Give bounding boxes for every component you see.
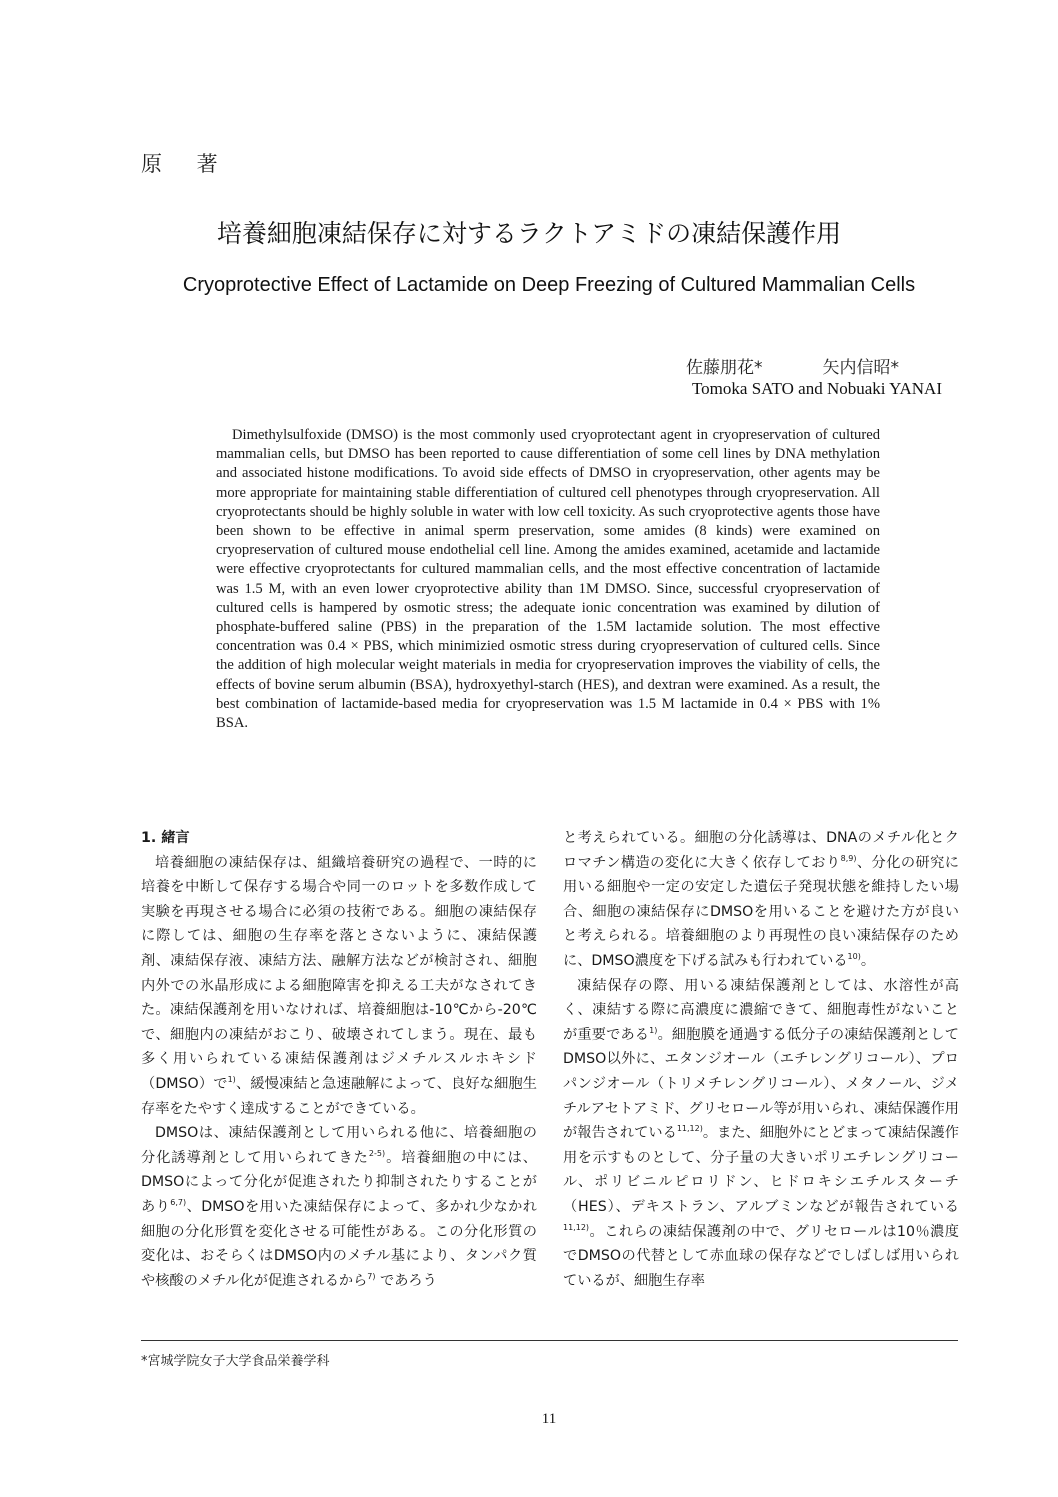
body-column-right (563, 826, 959, 1293)
page-number: 11 (541, 1411, 557, 1427)
authors-japanese (686, 353, 899, 378)
paragraph: と考えられている。細胞の分化誘導は、DNAのメチル化とクロマチン構造の変化に大きく依存しており$^{8,9)}$、分化の研究に用いる細胞や一定の安定した遺伝子発現状態を維持したい場合、細胞の凍結保存にDMSOを用いることを避けた方が良いと考えられる。培養細胞のより再現性の良い凍結保存のために、DMSO濃度を下げる試みも行われている$^{10)}$。 (563, 830, 959, 969)
citation: 1) (649, 1025, 658, 1035)
section-heading: 1. 緒言 (141, 830, 190, 846)
paragraph: DMSOは、凍結保護剤として用いられる他に、培養細胞の分化誘導剤として用いられてきた$^{2-5)}$。培養細胞の中には、DMSOによって分化が促進されたり抑制されたりすることがあり$^{6,7)}$、DMSOを用いた凍結保存によって、多かれ少なかれ細胞の分化形質を変化させる可能性がある。この分化形質の変化は、おそらくはDMSO内のメチル基により、タンパク質や核酸のメチル化が促進されるから$^{7)}$ であろう (141, 1125, 537, 1289)
footnote-divider (141, 1340, 958, 1341)
abstract: Dimethylsulfoxide (DMSO) is the most commonly used cryoprotectant agent in cryopreservation of cultured mammalian cells, but DMSO has been reported to cause differentiation of some cell lines by DNA methylation and associated histone modifications. To avoid side effects of DMSO in cryopreservation, other agents may be more appropriate for maintaining stable differentiation of cultured cell phenotypes through cryopreservation. All cryoprotectants should be highly soluble in water with low cell toxicity. As such cryoprotective agents those have been shown to be effective in animal sperm preservation, some amides (8 kinds) were examined on cryopreservation of cultured mouse endothelial cell line. Among the amides examined, acetamide and lactamide were effective cryoprotectants for cultured mammalian cells, and the most effective concentration of lactamide was 1.5 M, with an even lower cryoprotective ability than 1M DMSO. Since, successful cryopreservation of cultured cells is hampered by osmotic stress; the adequate ionic concentration was examined by dilution of phosphate-buffered saline (PBS) in the preparation of the 1.5M lactamide solution. The most effective concentration was 0.4 × PBS, which minimizied osmotic stress during cryopreservation of cultured cells. Since the addition of high molecular weight materials in media for cryopreservation improves the viability of cells, the effects of bovine serum albumin (BSA), hydroxyethyl-starch (HES), and dextran were examined. As a result, the best combination of lactamide-based media for cryopreservation was 1.5 M lactamide in 0.4 × PBS with 1% BSA. (216, 427, 880, 732)
section-label: 原 著 (141, 152, 232, 176)
citation: 8,9) (840, 853, 857, 863)
citation: 11,12) (676, 1124, 703, 1134)
footnote: *宮城学院女子大学食品栄養学科 (141, 1354, 330, 1369)
authors-english: Tomoka SATO and Nobuaki YANAI (691, 379, 942, 398)
citation: 11,12) (563, 1222, 590, 1232)
title-english: Cryoprotective Effect of Lactamide on Deep Freezing of Cultured Mammalian Cells (182, 274, 916, 296)
paragraph: 培養細胞の凍結保存は、組織培養研究の過程で、一時的に培養を中断して保存する場合や同一のロットを多数作成して実験を再現させる場合に必須の技術である。細胞の凍結保存に際しては、細胞の生存率を落とさないように、凍結保護剤、凍結保存液、凍結方法、融解方法などが検討され、細胞内外での氷晶形成による細胞障害を抑える工夫がなされてきた。凍結保護剤を用いなければ、培養細胞は-10℃から-20℃で、細胞内の凍結がおこり、破壊されてしまう。現在、最も多く用いられている凍結保護剤はジメチルスルホキシド（DMSO）で$^{1)}$、緩慢凍結と急速融解によって、良好な細胞生存率をたやすく達成することができている。 (141, 854, 537, 1117)
author-ja-1: 佐藤朋花* (686, 358, 763, 378)
citation: 7) (367, 1271, 376, 1281)
citation: 1) (227, 1074, 236, 1084)
citation: 6,7) (170, 1197, 187, 1207)
author-ja-2: 矢内信昭* (822, 358, 899, 378)
citation: 2-5) (368, 1148, 386, 1158)
body-column-left (141, 826, 537, 1293)
title-japanese: 培養細胞凍結保存に対するラクトアミドの凍結保護作用 (216, 219, 842, 248)
paragraph: 凍結保存の際、用いる凍結保護剤としては、水溶性が高く、凍結する際に高濃度に濃縮できて、細胞毒性がないことが重要である$^{1)}$。細胞膜を通過する低分子の凍結保護剤としてDMSO以外に、エタンジオール（エチレングリコール）、プロパンジオール（トリメチレングリコール）、メタノール、ジメチルアセトアミド、グリセロール等が用いられ、凍結保護作用が報告されている$^{11,12)}$。また、細胞外にとどまって凍結保護作用を示すものとして、分子量の大きいポリエチレングリコール、ポリビニルピロリドン、ヒドロキシエチルスターチ（HES）、デキストラン、アルブミンなどが報告されている$^{11,12)}$。これらの凍結保護剤の中で、グリセロールは10％濃度でDMSOの代替として赤血球の保存などでしばしば用いられているが、細胞生存率 (563, 977, 959, 1289)
citation: 10) (847, 951, 861, 961)
